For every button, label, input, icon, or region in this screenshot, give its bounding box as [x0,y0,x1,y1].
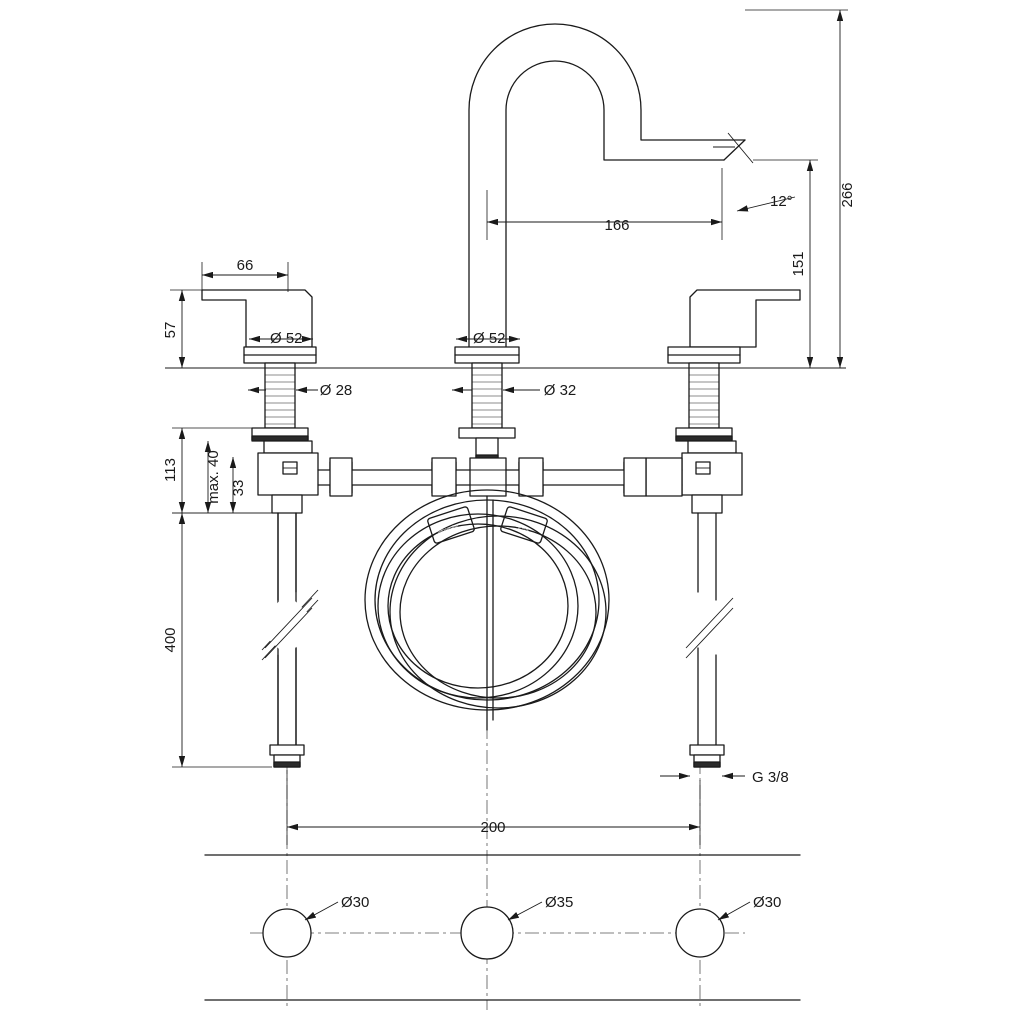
dim-166-label: 166 [604,217,630,234]
dim-66-label: 66 [236,257,254,274]
dimension-max-thickness [205,441,222,513]
dim-400-label: 400 [162,627,179,653]
dimension-handle-length [202,257,288,292]
dimension-nut-height [230,457,247,513]
plan-view [205,855,800,1000]
dim-113-label: 113 [162,458,179,482]
callout-hole-right [718,894,781,920]
callout-hole-left [305,894,369,920]
dim-200-label: 200 [480,819,506,836]
dim-d28-label: Ø 28 [319,382,353,399]
dim-d35-label: Ø35 [545,894,574,911]
hose-label-left: hansgrohe [436,523,459,535]
dim-266-label: 266 [839,182,856,208]
dimension-connection-thread [660,769,789,786]
dimension-escutcheon-handle [249,330,313,347]
dim-d52-left-label: Ø 52 [270,330,303,347]
dim-57-label: 57 [162,321,179,339]
dimension-escutcheon-spout [456,330,520,347]
dim-max40-label: max. 40 [205,450,222,504]
right-handle-assembly [668,290,800,767]
dimension-hose-length [162,513,272,767]
dimension-spread [287,770,700,845]
dim-d52-center-label: Ø 52 [473,330,506,347]
dimension-shank-spout [452,382,576,399]
dim-d30-left-label: Ø30 [341,894,370,911]
dim-33-label: 33 [230,479,247,497]
dimension-spout-angle [737,193,795,211]
dimension-spout-height [753,160,818,368]
spout-base [455,347,519,463]
dimension-total-height [745,10,856,368]
dimension-shank-handle [248,382,352,399]
callout-hole-center [508,894,573,920]
dim-g38-label: G 3/8 [752,769,789,786]
dimension-handle-height [162,290,246,368]
spout-assembly [469,24,753,355]
coiled-hoses [365,490,609,730]
dim-151-label: 151 [790,251,807,277]
left-handle-assembly [202,290,319,767]
dim-12deg-label: 12° [770,193,793,210]
dimension-spout-reach [487,168,722,240]
dim-d32-label: Ø 32 [543,382,577,399]
hose-label-right: hansgrohe [508,520,530,532]
dim-d30-right-label: Ø30 [753,894,782,911]
